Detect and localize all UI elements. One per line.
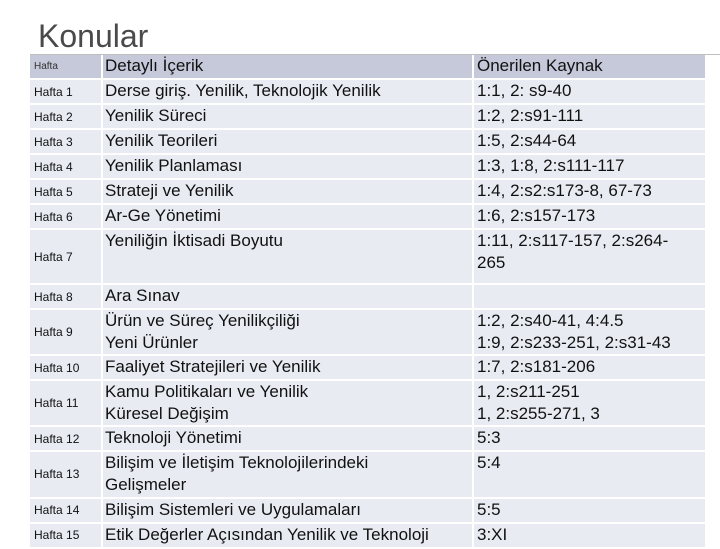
content-cell: Derse giriş. Yenilik, Teknolojik Yenilik: [103, 80, 474, 105]
header-week: Hafta: [30, 55, 103, 80]
content-cell: Bilişim ve İletişim Teknolojilerindeki Gelişmeler: [103, 452, 474, 498]
source-cell: 1:5, 2:s44-64: [474, 130, 707, 155]
table-row: [30, 180, 707, 205]
slide-title: Konular: [38, 18, 149, 54]
table-row: [30, 310, 707, 356]
source-cell: 3:XI: [474, 524, 707, 549]
week-cell: Hafta 8: [30, 285, 103, 310]
table-row: [30, 381, 707, 427]
week-cell: Hafta 3: [30, 130, 103, 155]
topics-table: [30, 55, 707, 549]
week-cell: Hafta 10: [30, 356, 103, 381]
source-cell: 1:3, 1:8, 2:s111-117: [474, 155, 707, 180]
week-cell: Hafta 13: [30, 452, 103, 498]
content-cell: Ürün ve Süreç Yenilikçiliği Yeni Ürünler: [103, 310, 474, 356]
source-cell: 1, 2:s211-251 1, 2:s255-271, 3: [474, 381, 707, 427]
table-row: [30, 452, 707, 498]
content-cell: Kamu Politikaları ve Yenilik Küresel Değişim: [103, 381, 474, 427]
source-cell: 1:4, 2:s2:s173-8, 67-73: [474, 180, 707, 205]
content-cell: Faaliyet Stratejileri ve Yenilik: [103, 356, 474, 381]
source-cell: 1:2, 2:s91-111: [474, 105, 707, 130]
content-cell: Strateji ve Yenilik: [103, 180, 474, 205]
content-cell: Etik Değerler Açısından Yenilik ve Teknoloji: [103, 524, 474, 549]
source-cell: 5:4: [474, 452, 707, 498]
week-cell: Hafta 11: [30, 381, 103, 427]
table-row: [30, 427, 707, 452]
content-cell: Yeniliğin İktisadi Boyutu: [103, 230, 474, 285]
week-cell: Hafta 12: [30, 427, 103, 452]
table-row: [30, 285, 707, 310]
content-cell: Bilişim Sistemleri ve Uygulamaları: [103, 499, 474, 524]
header-source: Önerilen Kaynak: [474, 55, 707, 80]
table-row: [30, 230, 707, 285]
week-cell: Hafta 15: [30, 524, 103, 549]
source-cell: 1:7, 2:s181-206: [474, 356, 707, 381]
content-cell: Ara Sınav: [103, 285, 474, 310]
week-cell: Hafta 5: [30, 180, 103, 205]
content-cell: Yenilik Planlaması: [103, 155, 474, 180]
source-cell: 5:3: [474, 427, 707, 452]
week-cell: Hafta 7: [30, 230, 103, 285]
table-row: [30, 155, 707, 180]
table-row: [30, 105, 707, 130]
week-cell: Hafta 1: [30, 80, 103, 105]
content-cell: Yenilik Süreci: [103, 105, 474, 130]
source-cell: 1:2, 2:s40-41, 4:4.5 1:9, 2:s233-251, 2:s31-43: [474, 310, 707, 356]
content-cell: Yenilik Teorileri: [103, 130, 474, 155]
source-cell: 1:11, 2:s117-157, 2:s264- 265: [474, 230, 707, 285]
table-row: [30, 356, 707, 381]
content-cell: Ar-Ge Yönetimi: [103, 205, 474, 230]
content-cell: Teknoloji Yönetimi: [103, 427, 474, 452]
source-cell: 1:1, 2: s9-40: [474, 80, 707, 105]
week-cell: Hafta 9: [30, 310, 103, 356]
header-content: Detaylı İçerik: [103, 55, 474, 80]
source-cell: [474, 285, 707, 310]
week-cell: Hafta 6: [30, 205, 103, 230]
source-cell: 1:6, 2:s157-173: [474, 205, 707, 230]
week-cell: Hafta 4: [30, 155, 103, 180]
table-row: [30, 130, 707, 155]
table-header-row: [30, 55, 707, 80]
source-cell: 5:5: [474, 499, 707, 524]
week-cell: Hafta 14: [30, 499, 103, 524]
table-row: [30, 205, 707, 230]
week-cell: Hafta 2: [30, 105, 103, 130]
table-row: [30, 499, 707, 524]
table-row: [30, 80, 707, 105]
table-row: [30, 524, 707, 549]
